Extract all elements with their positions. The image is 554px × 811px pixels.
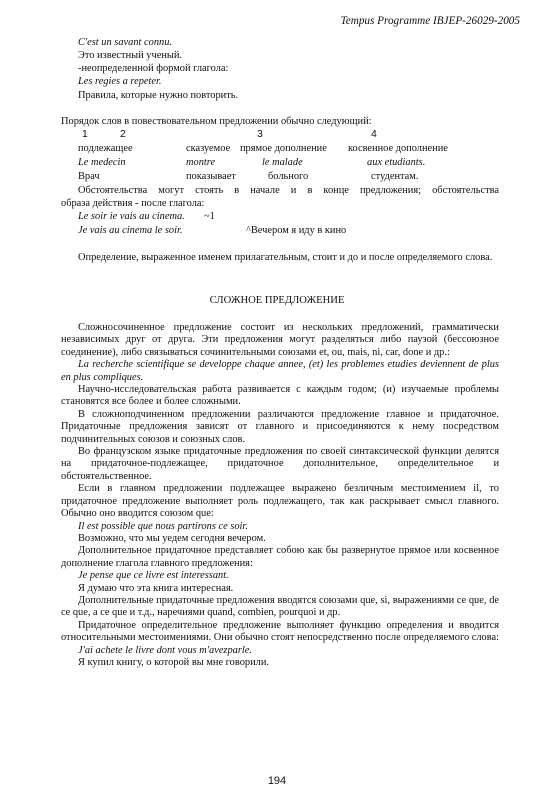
relative-example-fr: J'ai achete le livre dont vous m'avezparle.	[78, 644, 253, 656]
order-number-3: 3	[257, 129, 263, 140]
ru-direct: больного	[268, 171, 309, 182]
section-title: СЛОЖНОЕ ПРЕДЛОЖЕНИЕ	[209, 295, 345, 306]
ru-verb: показывает	[186, 171, 236, 182]
example-fr-regies: Les regies a repeter.	[78, 76, 162, 87]
circum-example-1: Le soir ie vais au cinema.	[78, 211, 185, 222]
infinitive-note: -неопределенной формой глагола:	[78, 63, 229, 74]
impersonal-example-fr: Il est possible que nous partirons ce soir.	[78, 520, 248, 532]
term-subject: подлежащее	[78, 143, 133, 154]
paragraph-relative-clause: Придаточное определительное предложение выполняет функцию определения и вводится относительными местоимениями. Они обычно стоят непосредственно после определяемого слова:	[61, 619, 499, 644]
paragraph-compound: Сложносочиненное предложение состоит из нескольких предложений, грамматически независимых друг от друга. Эти предложения могут разделяться либо паузой (бессоюзное соединение), либо связываться сочинительными союзами et, ou, mais, ni, car, done и др.:	[61, 322, 499, 358]
circum-line-1: Обстоятельства могут стоять в начале и в конце предложения; обстоятельства	[78, 185, 499, 196]
ru-subject: Врач	[78, 171, 100, 182]
fr-verb: montre	[186, 157, 216, 168]
order-number-2: 2	[120, 129, 126, 140]
definition-text: Определение, выраженное именем прилагательным, стоит и до и после определяемого слова.	[78, 252, 493, 263]
body-text	[61, 322, 499, 669]
circum-mark: ~1	[204, 211, 215, 222]
running-header: Tempus Programme IBJEP-26029-2005	[340, 15, 520, 27]
relative-example-ru: Я купил книгу, о которой вы мне говорили.	[78, 656, 269, 668]
circum-example-ru: ^Вечером я иду в кино	[246, 225, 347, 236]
ru-indirect: студентам.	[371, 171, 419, 182]
paragraph-compound-translation: Научно-исследовательская работа развивается с каждым годом; (и) изучаемые проблемы становятся все более и более сложными.	[61, 384, 499, 408]
object-example-ru: Я думаю что эта книга интересная.	[78, 582, 234, 594]
example-ru-savant: Это известный ученый.	[78, 50, 183, 61]
paragraph-compound-example: La recherche scientifique se developpe chaque annee, (et) les problemes etudies deviennent de plus en plus compliques.	[61, 359, 499, 383]
paragraph-complex: В сложноподчиненном предложении различаются предложение главное и придаточное. Придаточные предложения зависят от главного и присоединяются к нему посредством подчинительных союзов и союзных слов.	[61, 408, 499, 445]
fr-subject: Le medecin	[78, 157, 126, 168]
example-ru-regies: Правила, которые нужно повторить.	[78, 90, 239, 101]
order-number-4: 4	[371, 129, 377, 140]
term-direct-object: прямое дополнение	[240, 143, 327, 154]
word-order-intro: Порядок слов в повествовательном предложении обычно следующий:	[61, 116, 372, 127]
paragraph-french-subordinate: Во французском языке придаточные предложения по своей синтаксической функции делятся на придаточное-подлежащее, придаточное дополнительное, определительное и обстоятельственное.	[61, 446, 499, 482]
object-example-fr: Je pense que ce livre est interessant.	[78, 570, 229, 582]
circum-line-2: образа действия - после глагола:	[61, 198, 205, 209]
term-indirect-object: косвенное дополнение	[348, 143, 448, 154]
paragraph-object-conjunctions: Дополнительные придаточные предложения вводятся союзами que, si, выражениями ce que, de ce que, a ce que и т.д., наречиями quand, combien, pourquoi и др.	[61, 594, 499, 619]
order-number-1: 1	[82, 129, 88, 140]
page-number: 194	[267, 775, 287, 787]
fr-indirect: aux etudiants.	[367, 157, 426, 168]
term-predicate: сказуемое	[186, 143, 231, 154]
definition-paragraph	[61, 252, 499, 264]
circum-example-2: Je vais au cinema le soir.	[78, 225, 183, 236]
impersonal-example-ru: Возможно, что мы уедем сегодня вечером.	[78, 532, 266, 544]
fr-direct: le malade	[262, 157, 303, 168]
paragraph-object-clause: Дополнительное придаточное представляет собою как бы развернутое прямое или косвенное дополнение глагола главного предложения:	[61, 545, 499, 569]
example-fr-savant: C'est un savant connu.	[78, 37, 172, 48]
paragraph-impersonal: Если в главном предложении подлежащее выражено безличным местоимением il, то придаточное предложение выполняет роль подлежащего, так как раскрывает смысл главного. Обычно оно вводится союзом que:	[61, 483, 499, 520]
